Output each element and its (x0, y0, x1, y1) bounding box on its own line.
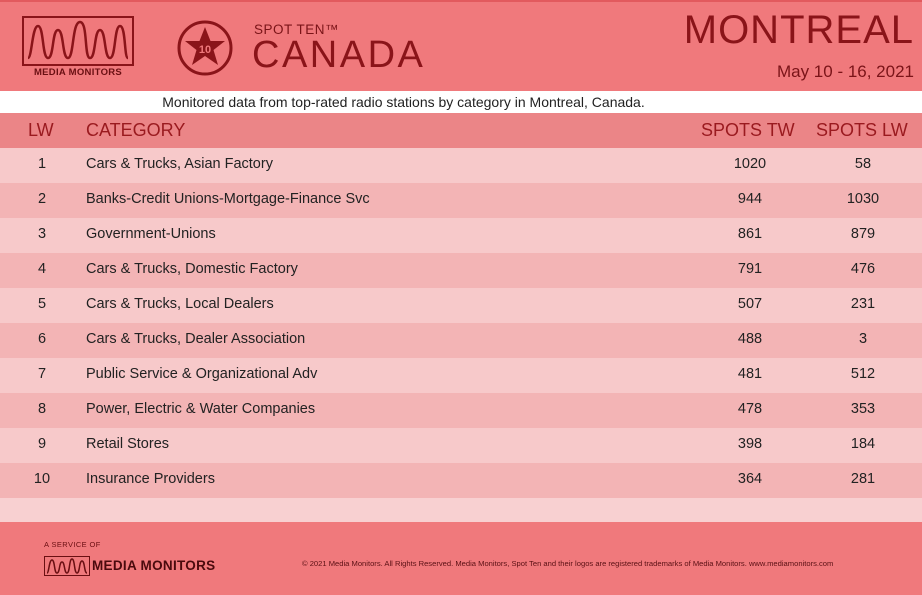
row-rank: 3 (37, 226, 47, 242)
table-row (0, 393, 922, 428)
table-row (0, 323, 922, 358)
row-category: Power, Electric & Water Companies (86, 401, 316, 417)
report-subtitle: Monitored data from top-rated radio stations by category in Montreal, Canada. (162, 94, 645, 110)
table-row (0, 183, 922, 218)
row-spots-lw: 879 (850, 226, 876, 242)
row-spots-lw: 512 (850, 366, 876, 382)
row-spots-lw: 1030 (846, 191, 880, 207)
row-spots-tw: 791 (737, 261, 763, 277)
spot-ten-label: SPOT TEN™ (254, 22, 340, 37)
row-spots-tw: 364 (737, 471, 763, 487)
footer-banner (0, 522, 922, 595)
row-spots-lw: 281 (850, 471, 876, 487)
row-category: Cars & Trucks, Local Dealers (86, 296, 274, 312)
row-spots-tw: 398 (737, 436, 763, 452)
row-spots-lw: 184 (850, 436, 876, 452)
table-row (0, 253, 922, 288)
table-row (0, 428, 922, 463)
row-rank: 8 (37, 401, 47, 417)
row-category: Cars & Trucks, Dealer Association (86, 331, 306, 347)
row-spots-tw: 1020 (733, 156, 767, 172)
row-rank: 9 (37, 436, 47, 452)
row-spots-lw: 58 (854, 156, 872, 172)
row-rank: 7 (37, 366, 47, 382)
row-category: Insurance Providers (86, 471, 215, 487)
row-spots-lw: 353 (850, 401, 876, 417)
header-banner (0, 0, 922, 91)
row-category: Public Service & Organizational Adv (86, 366, 318, 382)
row-category: Cars & Trucks, Domestic Factory (86, 261, 298, 277)
table-row (0, 218, 922, 253)
badge-number: 10 (198, 44, 212, 56)
media-monitors-logo-icon (22, 16, 134, 66)
row-category: Cars & Trucks, Asian Factory (86, 156, 273, 172)
spot-ten-star-badge-icon (176, 19, 234, 77)
table-bottom-spacer (0, 498, 922, 522)
row-rank: 10 (33, 471, 51, 487)
header-category: CATEGORY (86, 120, 186, 140)
table-row (0, 288, 922, 323)
row-category: Retail Stores (86, 436, 170, 452)
copyright-notice: © 2021 Media Monitors. All Rights Reserved. Media Monitors, Spot Ten and their logos are registered trademarks of Media Monitors. www.mediamonitors.com (302, 559, 834, 568)
row-spots-tw: 944 (737, 191, 763, 207)
row-spots-lw: 3 (858, 331, 868, 347)
row-spots-lw: 231 (850, 296, 876, 312)
footer-logo-text: MEDIA MONITORS (92, 558, 216, 573)
media-monitors-logo-text: MEDIA MONITORS (33, 67, 123, 78)
table-header (0, 113, 922, 148)
row-rank: 6 (37, 331, 47, 347)
header-rank: LW (28, 120, 54, 140)
table-row (0, 358, 922, 393)
row-rank: 2 (37, 191, 47, 207)
row-spots-tw: 488 (737, 331, 763, 347)
row-rank: 1 (37, 156, 47, 172)
media-monitors-footer-logo-icon (44, 556, 90, 576)
row-spots-tw: 478 (737, 401, 763, 417)
header-spots-tw: SPOTS TW (701, 120, 795, 140)
row-rank: 5 (37, 296, 47, 312)
date-range: May 10 - 16, 2021 (776, 62, 914, 81)
table-row (0, 463, 922, 498)
row-category: Government-Unions (86, 226, 216, 242)
table-row (0, 148, 922, 183)
service-label: A SERVICE OF (44, 540, 101, 549)
row-rank: 4 (37, 261, 47, 277)
media-monitors-logo (22, 16, 134, 78)
country-title: CANADA (252, 34, 426, 76)
ranking-table (0, 113, 922, 498)
row-category: Banks-Credit Unions-Mortgage-Finance Svc (86, 191, 370, 207)
row-spots-tw: 481 (737, 366, 763, 382)
row-spots-tw: 507 (737, 296, 763, 312)
row-spots-lw: 476 (850, 261, 876, 277)
row-spots-tw: 861 (737, 226, 763, 242)
city-title: MONTREAL (683, 8, 914, 52)
header-spots-lw: SPOTS LW (816, 120, 908, 140)
